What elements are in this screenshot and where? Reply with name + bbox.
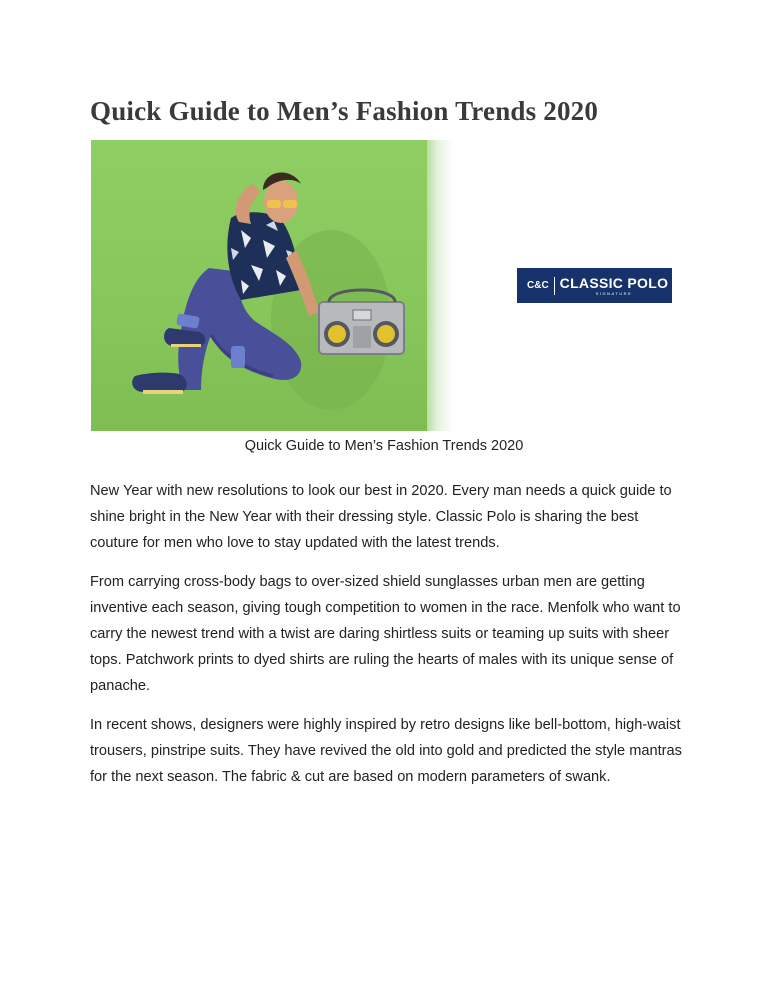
logo-mark: C&C xyxy=(527,280,549,291)
paragraph-2: From carrying cross-body bags to over-sized shield sunglasses urban men are getting inventive each season, giving tough competition to women in the race. Menfolk who want to carry the newest trend with a twist are daring shirtless suits or teaming up suits with sheer tops. Patchwork prints to dyed shirts are ruling the hearts of males with its unique sense of panache. xyxy=(90,574,681,694)
photo-fade-edge xyxy=(427,140,453,431)
hero-image-area xyxy=(91,140,681,431)
logo-separator xyxy=(554,277,555,295)
classic-polo-logo xyxy=(517,268,672,303)
article-body xyxy=(90,478,685,803)
paragraph-1: New Year with new resolutions to look our best in 2020. Every man needs a quick guide to shine bright in the New Year with their dressing style. Classic Polo is sharing the best couture for men who love to stay updated with the latest trends. xyxy=(90,483,672,551)
logo-subtitle: SIGNATURE xyxy=(595,290,633,296)
fashion-model-photo xyxy=(91,140,431,431)
logo-name: CLASSIC POLO xyxy=(559,274,669,291)
image-caption: Quick Guide to Men’s Fashion Trends 2020 xyxy=(244,438,524,454)
logo-text xyxy=(560,276,669,296)
paragraph-3: In recent shows, designers were highly inspired by retro designs like bell-bottom, high-waist trousers, pinstripe suits. They have revived the old into gold and predicted the style mantras for the next season. The fabric & cut are based on modern parameters of swank. xyxy=(90,717,682,785)
page-title: Quick Guide to Men’s Fashion Trends 2020 xyxy=(90,96,599,126)
